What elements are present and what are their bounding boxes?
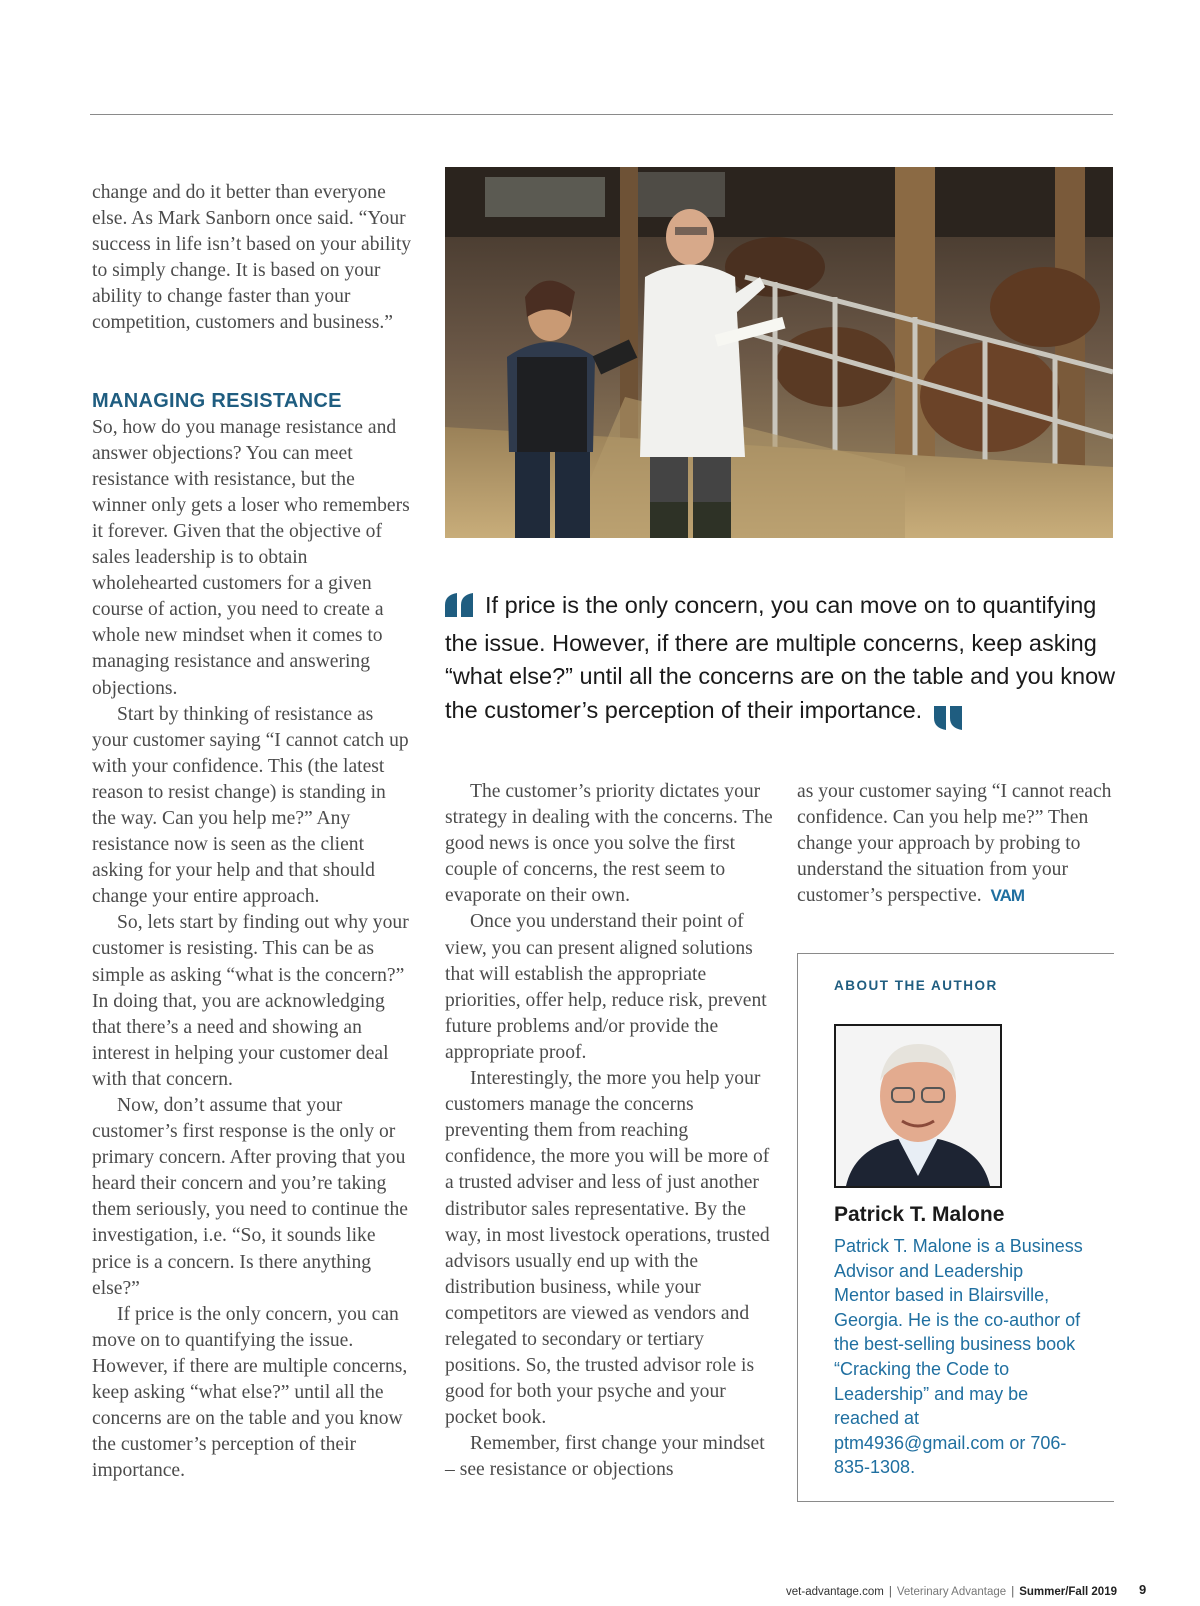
left-column xyxy=(92,180,414,1484)
author-name: Patrick T. Malone xyxy=(834,1203,1005,1226)
paragraph: Now, don’t assume that your customer’s first response is the only or primary concern. After proving that you heard their concern and you’re taking them seriously, you need to continue the investigation, i.e. “So, it sounds like price is a concern. Is there anything else?” xyxy=(92,1095,408,1299)
pull-quote-text: If price is the only concern, you can move on to quantifying the issue. However, if there are multiple concerns, keep asking “what else?” until all the concerns are on the table and you know the customer’s perception of their importance. xyxy=(445,592,1116,723)
open-quote-icon xyxy=(445,593,475,627)
paragraph: So, how do you manage resistance and answer objections? You can meet resistance with resistance, but the winner only gets a loser who remembers it forever. Given that the objective of sales leadership is to obtain wholehearted customers for a given course of action, you need to create a whole new mindset when it comes to managing resistance and answering objections. xyxy=(92,416,410,699)
paragraph: So, lets start by finding out why your customer is resisting. This can be as simple as asking “what is the concern?” In doing that, you are acknowledging that there’s a need and showing an interest in helping your customer deal with that concern. xyxy=(92,912,409,1090)
intro-paragraph: change and do it better than everyone else. As Mark Sanborn once said. “Your success in life isn’t based on your ability to simply change. It is based on your ability to change faster than your competition, customers and business.” xyxy=(92,182,412,334)
closing-paragraph: as your customer saying “I cannot reach confidence. Can you help me?” Then change your approach by probing to understand the situation from your customer’s perspective. xyxy=(797,781,1112,907)
right-column xyxy=(797,779,1117,909)
vam-logo: VAM xyxy=(990,886,1025,906)
author-photo xyxy=(834,1024,1002,1188)
author-box-label: ABOUT THE AUTHOR xyxy=(834,978,998,993)
barn-photo xyxy=(445,167,1113,538)
footer-separator: | xyxy=(888,1586,892,1598)
middle-column xyxy=(445,779,773,1484)
pull-quote xyxy=(445,589,1117,739)
paragraph: Remember, first change your mindset – see resistance or objections xyxy=(445,1433,765,1481)
author-bio: Patrick T. Malone is a Business Advisor and Leadership Mentor based in Blairsville, Georgia. He is the co-author of the best-selling business book “Cracking the Code to Leadership” and may be reached at ptm4936@gmail.com or 706-835-1308. xyxy=(834,1236,1083,1478)
close-quote-icon xyxy=(932,706,962,740)
footer-publication: Veterinary Advantage xyxy=(896,1586,1007,1598)
paragraph: Interestingly, the more you help your customers manage the concerns preventing them from reaching confidence, the more you will be more of a trusted adviser and less of just another distributor sales representative. By the way, in most livestock operations, trusted advisors usually end up with the distribution business, while your competitors are viewed as vendors and relegated to secondary or tertiary positions. So, the trusted advisor role is good for both your psyche and your pocket book. xyxy=(445,1068,770,1429)
paragraph: The customer’s priority dictates your strategy in dealing with the concerns. The good news is once you solve the first couple of concerns, the rest seem to evaporate on their own. xyxy=(445,781,773,907)
page-number: 9 xyxy=(1139,1582,1147,1597)
footer-issue: Summer/Fall 2019 xyxy=(1019,1586,1117,1598)
paragraph xyxy=(797,779,1117,909)
paragraph: Start by thinking of resistance as your customer saying “I cannot catch up with your confidence. This (the latest reason to resist change) is standing in the way. Can you help me?” Any resistance now is seen as the client asking for your help and that should change your entire approach. xyxy=(92,703,409,908)
paragraph: Once you understand their point of view, you can present aligned solutions that will establish the appropriate priorities, offer help, reduce risk, prevent future problems and/or provide the appropriate proof. xyxy=(445,911,767,1063)
footer-site: vet-advantage.com xyxy=(786,1586,884,1598)
page-footer xyxy=(786,1586,1117,1598)
section-heading: MANAGING RESISTANCE xyxy=(92,389,342,412)
top-rule xyxy=(90,114,1113,115)
author-box xyxy=(797,953,1114,1502)
footer-separator: | xyxy=(1011,1586,1015,1598)
paragraph: If price is the only concern, you can move on to quantifying the issue. However, if there are multiple concerns, keep asking “what else?” until all the concerns are on the table and you know the customer’s perception of their importance. xyxy=(92,1303,408,1482)
